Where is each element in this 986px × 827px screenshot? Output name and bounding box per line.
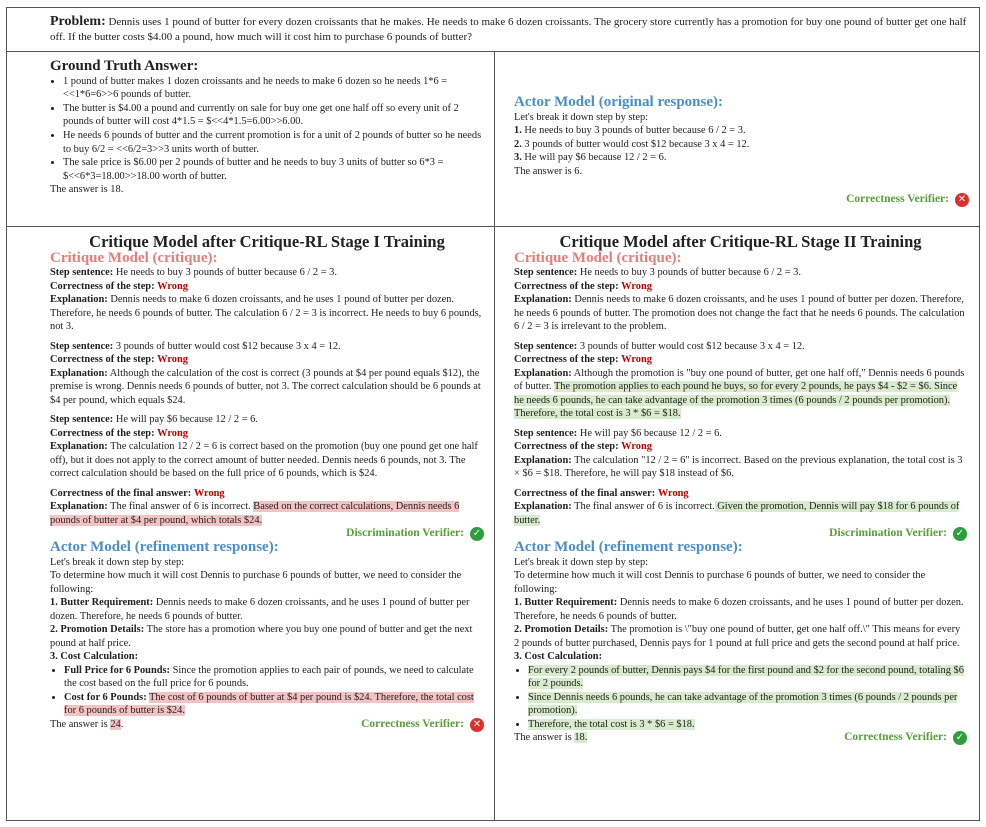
stage2-critique-title: Critique Model (critique): — [514, 249, 682, 266]
refine-step — [514, 623, 967, 650]
check-icon: ✓ — [953, 527, 967, 541]
label: 3. Cost Calculation: — [514, 651, 603, 662]
step-correctness — [514, 280, 967, 294]
correctness-verifier — [514, 193, 969, 207]
stage2-answer-row — [514, 731, 967, 745]
step-correctness — [514, 353, 967, 367]
ground-truth-title: Ground Truth Answer: — [50, 58, 199, 74]
final-correctness — [50, 487, 484, 501]
problem-box — [6, 7, 980, 52]
step-sentence — [514, 340, 967, 354]
label: Explanation: — [50, 294, 108, 305]
label: Correctness of the final answer: — [50, 487, 192, 499]
cost-list — [50, 664, 484, 718]
label: Correctness of the step: — [514, 280, 619, 292]
label: Step sentence: — [50, 414, 114, 425]
label: Explanation: — [50, 367, 108, 379]
highlight-text: Therefore, the total cost is 3 * $6 = $18. — [528, 718, 695, 730]
actor-step — [514, 151, 969, 165]
stage2-refine-title: Actor Model (refinement response): — [514, 539, 743, 555]
highlight-text: For every 2 pounds of butter, Dennis pays $4 for the first pound and $2 for the second pound, totaling $6 for 2 pounds. — [528, 664, 964, 689]
cross-icon: ✕ — [955, 193, 969, 207]
refine-step — [50, 596, 484, 623]
label: 1. Butter Requirement: — [514, 597, 618, 608]
wrong-badge: Wrong — [621, 441, 652, 452]
step-sentence — [50, 340, 484, 354]
highlight-text: Since Dennis needs 6 pounds, he can take advantage of the promotion 3 times (6 pounds / 2 pounds per promotion). — [528, 691, 958, 716]
refine-step — [514, 650, 967, 664]
verifier-label: Correctness Verifier: — [846, 192, 949, 205]
list-item — [528, 664, 967, 691]
label: Step sentence: — [514, 340, 578, 352]
highlight-text: The promotion applies to each pound he buys, so for every 2 pounds, he pays $4 - $2 = $6. Since he needs 6 pounds, he can take advantage of the promotion 3 times (6 pounds / 2 pounds per promotion). Therefore, the total cost is 3 * $6 = $18. — [514, 381, 958, 419]
text: Dennis needs to make 6 dozen croissants, and he uses 1 pound of butter per dozen. Therefore, he needs 6 pounds of butter. — [50, 597, 470, 622]
step-explanation — [50, 440, 484, 481]
list-item — [64, 691, 484, 718]
step-num: 1. — [514, 125, 522, 137]
label: Correctness of the step: — [514, 354, 619, 365]
text: The calculation "12 / 2 = 6" is incorrect. Based on the previous explanation, the total cost is 3 × $6 = $18. Therefore, he will pay $18 instead of $6. — [514, 454, 963, 479]
step-correctness — [514, 440, 967, 454]
label: Explanation: — [514, 454, 572, 466]
wrong-badge: Wrong — [193, 487, 225, 499]
correctness-verifier — [361, 718, 484, 732]
ground-truth-list — [50, 75, 486, 184]
problem-text: Dennis uses 1 pound of butter for every dozen croissants that he makes. He needs to make 6 dozen croissants. The grocery store currently has a promotion for buy one pound of butter get one half off. If the butter costs $4.00 a pound, how much will it cost him to purchase 6 pounds of butter? — [50, 16, 967, 43]
actor-original-intro: Let's break it down step by step: — [514, 111, 649, 123]
stage1-title: Critique Model after Critique-RL Stage I Training — [89, 232, 445, 251]
step-correctness — [50, 280, 484, 294]
verifier-label: Correctness Verifier: — [361, 717, 464, 730]
label: Explanation: — [50, 501, 108, 512]
actor-original-box — [494, 51, 980, 227]
text: He will pay $6 because 12 / 2 = 6. — [579, 427, 722, 439]
wrong-badge: Wrong — [657, 487, 689, 499]
step-explanation — [50, 293, 484, 334]
final-explanation — [50, 500, 484, 527]
step-text: He will pay $6 because 12 / 2 = 6. — [524, 152, 667, 164]
correctness-verifier — [844, 731, 967, 745]
stage2-title: Critique Model after Critique-RL Stage II Training — [559, 232, 922, 251]
stage1-answer-row — [50, 718, 484, 732]
label: Explanation: — [50, 441, 108, 452]
stage1-refine-title: Actor Model (refinement response): — [50, 539, 279, 555]
highlight-text: The cost of 6 pounds of butter at $4 per pound is $24. Therefore, the total cost for 6 pounds of butter is $24. — [64, 691, 474, 716]
step-correctness — [50, 353, 484, 367]
label: Correctness of the step: — [514, 441, 619, 452]
step-sentence — [50, 266, 484, 280]
list-item — [64, 664, 484, 691]
actor-original-answer: The answer is 6. — [514, 165, 583, 177]
text: Since the promotion applies to each pair of pounds, we need to calculate the cost based on the full price for 6 pounds. — [64, 664, 474, 689]
answer-prefix: The answer is — [50, 718, 111, 730]
ground-truth-answer: The answer is 18. — [50, 184, 124, 196]
label: 1. Butter Requirement: — [50, 597, 154, 608]
text: Dennis needs to make 6 dozen croissants, and he uses 1 pound of butter per dozen. Therefore, he needs 6 pounds of butter. The promotion does not change the fact that he needs 6 pounds. The calculation 6 / 2 = 3 is irrelevant to the problem. — [514, 294, 965, 332]
label: 2. Promotion Details: — [50, 624, 145, 635]
text: The final answer of 6 is incorrect. — [574, 501, 715, 512]
text: The calculation 12 / 2 = 6 is correct based on the promotion (buy one pound get one half off), but it does not apply to the correct amount of butter needed. Dennis needs 6 pounds, not 3. The correct calculation should be based on the full price of 6 pounds, which is $24. — [50, 441, 478, 479]
label: Explanation: — [514, 294, 572, 305]
label: 3. Cost Calculation: — [50, 651, 139, 662]
text: He needs to buy 3 pounds of butter because 6 / 2 = 3. — [579, 267, 801, 278]
stage2-box — [494, 226, 980, 821]
label: 2. Promotion Details: — [514, 624, 609, 635]
text: The promotion is \"buy one pound of butter, get one half off.\" This means for every 2 pounds of butter purchased, Dennis pays for 1 pound at full price and gets the second pound at half price. — [514, 624, 961, 649]
verifier-label: Discrimination Verifier: — [346, 527, 464, 540]
label: Correctness of the step: — [50, 280, 155, 292]
text: The final answer of 6 is incorrect. — [110, 501, 254, 512]
list-item: • The butter is $4.00 a pound and currently on sale for buy one get one half off so every unit of 2 pounds of butter will cost 4*1.5 = $<<4*1.5=6.00>>6.00. — [63, 102, 486, 129]
refine-lead: To determine how much it will cost Dennis to purchase 6 pounds of butter, we need to consider the following: — [50, 570, 462, 595]
text: 3 pounds of butter would cost $12 because 3 x 4 = 12. — [115, 340, 341, 352]
check-icon: ✓ — [470, 527, 484, 541]
step-explanation — [514, 454, 967, 481]
step-correctness — [50, 427, 484, 441]
label: Explanation: — [514, 501, 572, 512]
text: 3 pounds of butter would cost $12 because 3 x 4 = 12. — [579, 340, 805, 352]
list-item: • The sale price is $6.00 per 2 pounds of butter and he needs to buy 3 units of butter so 6*3 = $<<6*3=18.00>>18.00 worth of butter. — [63, 156, 486, 183]
answer: The answer is 24. — [50, 718, 124, 730]
step-num: 3. — [514, 152, 522, 164]
step-explanation — [50, 367, 484, 408]
answer-prefix: The answer is — [514, 732, 575, 744]
cross-icon: ✕ — [470, 718, 484, 732]
list-item: • He needs 6 pounds of butter and the current promotion is for a unit of 2 pounds of butter so he needs to buy 6/2 = <<6/2=3>>3 units worth of butter. — [63, 129, 486, 156]
cost-list — [514, 664, 967, 732]
step-num: 2. — [514, 138, 522, 150]
label: Step sentence: — [50, 267, 114, 278]
text: Although the calculation of the cost is correct (3 pounds at $4 per pound equals $12), the premise is wrong. Dennis needs 6 pounds of butter, not 3. The correct calculation should be 6 pounds at $4 per pound, which equals $24. — [50, 367, 481, 406]
answer — [514, 731, 587, 745]
label: Explanation: — [514, 367, 572, 379]
wrong-badge: Wrong — [157, 427, 188, 439]
wrong-badge: Wrong — [621, 354, 652, 365]
step-sentence — [514, 427, 967, 441]
refine-intro: Let's break it down step by step: — [50, 556, 185, 568]
label: Correctness of the final answer: — [514, 487, 656, 499]
label: Correctness of the step: — [50, 427, 155, 439]
text: Dennis needs to make 6 dozen croissants, and he uses 1 pound of butter per dozen. Therefore, he needs 6 pounds of butter. The calculation 6 / 2 = 3 is incorrect. He needs to buy 6 pounds, not 3. — [50, 294, 482, 332]
text: He will pay $6 because 12 / 2 = 6. — [115, 414, 258, 425]
step-explanation — [514, 367, 967, 421]
actor-original-title: Actor Model (original response): — [514, 94, 723, 110]
answer-value: 24 — [110, 718, 121, 730]
refine-step — [50, 650, 484, 664]
answer-value: 18. — [574, 732, 588, 744]
highlight-text: Based on the correct calculations, Dennis needs 6 pounds of butter at $4 per pound, which totals $24. — [50, 501, 460, 526]
label: Cost for 6 Pounds: — [64, 691, 147, 703]
wrong-badge: Wrong — [157, 354, 188, 365]
list-item — [528, 691, 967, 718]
text: Dennis needs to make 6 dozen croissants, and he uses 1 pound of butter per dozen. Therefore, he needs 6 pounds of butter. — [514, 597, 964, 622]
step-sentence — [514, 266, 967, 280]
step-explanation — [514, 293, 967, 334]
text: Although the promotion is "buy one pound of butter, get one half off," Dennis needs 6 pounds of butter. — [514, 367, 965, 392]
actor-step — [514, 124, 969, 138]
label: Step sentence: — [514, 267, 578, 278]
actor-step — [514, 138, 969, 152]
final-explanation — [514, 500, 967, 527]
text: The store has a promotion where you buy one pound of butter and get the next pound at half price. — [50, 624, 473, 649]
refine-step — [50, 623, 484, 650]
label: Correctness of the step: — [50, 354, 155, 365]
verifier-label: Correctness Verifier: — [844, 731, 947, 744]
wrong-badge: Wrong — [621, 280, 652, 292]
text: He needs to buy 3 pounds of butter because 6 / 2 = 3. — [115, 267, 337, 278]
label: Step sentence: — [50, 340, 114, 352]
check-icon: ✓ — [953, 731, 967, 745]
list-item — [528, 718, 967, 732]
label: Full Price for 6 Pounds: — [64, 664, 171, 676]
list-item: • 1 pound of butter makes 1 dozen croissants and he needs to make 6 dozen so he needs 1*6 = <<1*6=6>>6 pounds of butter. — [63, 75, 486, 102]
step-text: He needs to buy 3 pounds of butter because 6 / 2 = 3. — [524, 125, 746, 137]
label: Step sentence: — [514, 427, 578, 439]
refine-intro: Let's break it down step by step: — [514, 556, 649, 568]
stage1-box — [6, 226, 495, 821]
highlight-text: Given the promotion, Dennis will pay $18 for 6 pounds of butter. — [514, 501, 960, 526]
ground-truth-box — [6, 51, 495, 227]
verifier-label: Discrimination Verifier: — [829, 527, 947, 540]
stage1-critique-title: Critique Model (critique): — [50, 249, 218, 266]
refine-step — [514, 596, 967, 623]
problem-label: Problem: — [50, 14, 106, 29]
step-text: 3 pounds of butter would cost $12 because 3 x 4 = 12. — [524, 138, 750, 150]
wrong-badge: Wrong — [157, 280, 188, 292]
refine-lead: To determine how much it will cost Dennis to purchase 6 pounds of butter, we need to consider the following: — [514, 570, 926, 595]
final-correctness — [514, 487, 967, 501]
step-sentence — [50, 413, 484, 427]
